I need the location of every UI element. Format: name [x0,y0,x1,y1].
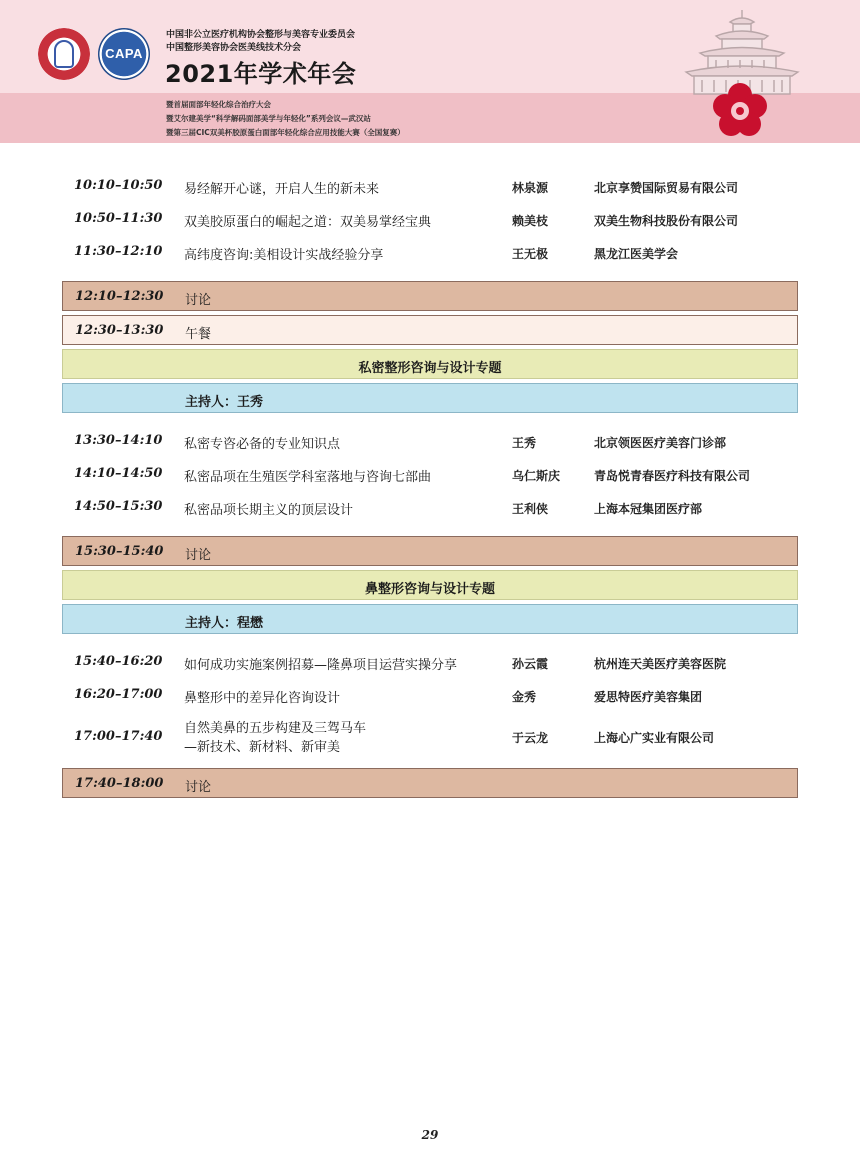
session-time: 13:30–14:10 [74,433,163,448]
discussion-label: 讨论 [185,548,212,563]
schedule-row [62,203,798,236]
discussion-label: 讨论 [185,780,212,795]
session-time: 10:50–11:30 [74,211,163,226]
session-organization: 北京享赞国际贸易有限公司 [594,181,739,195]
schedule-row [62,679,798,712]
schedule-row [62,236,798,269]
lunch-time: 12:30–13:30 [75,323,164,338]
host-label: 主持人：程懋 [185,616,264,631]
session-organization: 杭州连天美医疗美容医院 [594,657,727,671]
session-title: 鼻整形中的差异化咨询设计 [184,691,341,706]
session-organization: 双美生物科技股份有限公司 [594,214,739,228]
schedule-row [62,646,798,679]
session-speaker: 王利侠 [512,502,549,516]
subtitle-line-3: 暨第三届CIC双美杯胶原蛋白面部年轻化综合应用技能大赛（全国复赛） [166,128,405,137]
discussion-time: 15:30–15:40 [75,544,164,559]
session-speaker: 金秀 [512,690,537,704]
session-speaker: 王秀 [512,436,537,450]
session-title: 易经解开心谜，开启人生的新未来 [184,182,380,197]
host-bar [62,383,798,413]
topic-header-nose [62,570,798,600]
schedule-row [62,491,798,524]
schedule-row [62,458,798,491]
association-logo-icon [38,28,90,80]
lunch-label: 午餐 [185,327,212,342]
session-time: 17:00–17:40 [74,729,163,744]
session-organization: 青岛悦青春医疗科技有限公司 [594,469,751,483]
schedule-row [62,425,798,458]
capa-logo-icon [98,28,150,80]
schedule-row [62,712,798,764]
page-number: 29 [421,1128,439,1142]
session-time: 16:20–17:00 [74,687,163,702]
lunch-bar [62,315,798,345]
session-time: 11:30–12:10 [74,244,163,259]
discussion-time: 12:10–12:30 [75,289,164,304]
session-speaker: 乌仁斯庆 [512,469,561,483]
session-organization: 爱思特医疗美容集团 [594,690,703,704]
session-title [184,719,366,757]
session-organization: 上海本冠集团医疗部 [594,502,703,516]
session-title-line-1: 自然美鼻的五步构建及三驾马车 [184,721,367,736]
session-time: 10:10–10:50 [74,178,163,193]
session-title: 私密专咨必备的专业知识点 [184,437,341,452]
session-title-line-2: —新技术、新材料、新审美 [184,740,341,755]
session-title: 高纬度咨询:美相设计实战经验分享 [184,248,384,263]
session-time: 14:10–14:50 [74,466,163,481]
header-banner [0,0,860,143]
session-title: 私密品项在生殖医学科室落地与咨询七部曲 [184,470,432,485]
discussion-label: 讨论 [185,293,212,308]
discussion-bar [62,768,798,798]
session-time: 14:50–15:30 [74,499,163,514]
session-speaker: 孙云霞 [512,657,549,671]
topic-title: 鼻整形咨询与设计专题 [364,582,495,597]
conference-title: 2021年学术年会 [165,60,357,88]
subtitle-line-2: 暨艾尔建美学“科学解码面部美学与年轻化”系列会议—武汉站 [166,114,371,123]
organizer-line-2: 中国整形美容协会医美线技术分会 [166,43,302,53]
session-title: 私密品项长期主义的顶层设计 [184,503,354,518]
discussion-bar [62,281,798,311]
subtitle-line-1: 暨首届面部年轻化综合治疗大会 [166,100,271,109]
schedule-table [62,170,798,798]
host-label: 主持人：王秀 [185,395,264,410]
session-speaker: 王无极 [512,247,549,261]
organizer-line-1: 中国非公立医疗机构协会整形与美容专业委员会 [166,30,356,40]
session-title: 双美胶原蛋白的崛起之道：双美易掌经宝典 [184,215,432,230]
topic-header-private [62,349,798,379]
host-bar [62,604,798,634]
capa-logo-text: CAPA [105,46,143,61]
schedule-row [62,170,798,203]
session-time: 15:40–16:20 [74,654,163,669]
session-title: 如何成功实施案例招募—隆鼻项目运营实操分享 [184,658,458,673]
session-organization: 上海心广实业有限公司 [594,731,715,745]
session-organization: 北京领医医疗美容门诊部 [594,436,727,450]
plum-blossom-icon [711,82,769,140]
session-speaker: 林泉源 [512,181,549,195]
session-speaker: 赖美枝 [512,214,549,228]
session-organization: 黑龙江医美学会 [594,247,679,261]
discussion-time: 17:40–18:00 [75,776,164,791]
topic-title: 私密整形咨询与设计专题 [358,361,502,376]
session-speaker: 于云龙 [512,731,549,745]
discussion-bar [62,536,798,566]
